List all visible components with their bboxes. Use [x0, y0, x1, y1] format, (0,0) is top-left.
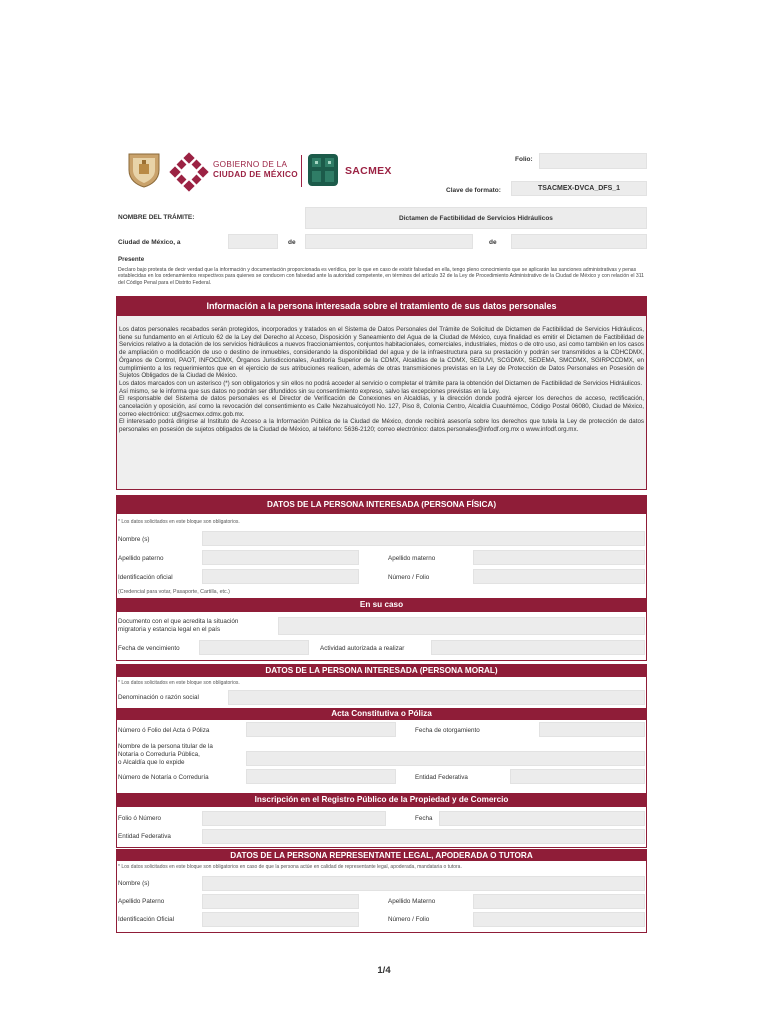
fisica-paterno-field[interactable] [202, 550, 359, 565]
representante-title: DATOS DE LA PERSONA REPRESENTANTE LEGAL, APODERADA O TUTORA [117, 850, 646, 861]
rep-materno-field[interactable] [473, 894, 645, 909]
vencimiento-label: Fecha de vencimiento [118, 645, 180, 652]
folio-acta-label: Número ó Folio del Acta ó Póliza [118, 727, 210, 734]
fecha-otorgamiento-label: Fecha de otorgamiento [415, 727, 480, 734]
numero-notaria-label: Número de Notaría o Correduría [118, 774, 209, 781]
fisica-note: * Los datos solicitados en este bloque son obligatorios. [118, 519, 240, 525]
entidad2-field[interactable] [202, 829, 645, 844]
declaracion-text: Declaro bajo protesta de decir verdad que la información y documentación proporcionada es verídica, por lo que en caso de existir falsedad en ella, tengo pleno conocimiento que se aplicarán las sanciones administrativas y penas establecidas en los ordenamientos respectivos para quienes se conducen con falsedad ante la autoridad competente, en términos del artículo 32 de la Ley de Procedimiento Administrativo de la Ciudad de México y con relación el 311 del Código Penal para el Distrito Federal. [118, 267, 645, 286]
rep-paterno-field[interactable] [202, 894, 359, 909]
gobierno-cdmx-logo [169, 152, 209, 192]
fisica-numero-label: Número / Folio [388, 574, 430, 581]
rep-identificacion-label: Identificación Oficial [118, 916, 174, 923]
fisica-identificacion-field[interactable] [202, 569, 359, 584]
moral-title: DATOS DE LA PERSONA INTERESADA (PERSONA MORAL) [117, 665, 646, 677]
folio-numero-field[interactable] [202, 811, 386, 826]
gobierno-line1: GOBIERNO DE LA [213, 160, 288, 169]
moral-note: * Los datos solicitados en este bloque son obligatorios. [118, 680, 240, 686]
privacy-p4: El responsable del Sistema de datos personales es el Director de Verificación de Conexiones en Alcaldías, y la dirección donde podrá ejercer los derechos de acceso, rectificación, cancelación y oposición, así como la revocación del consentimiento es Calle Nezahualcóyotl No. 127, Piso 8, Colonia Centro, Alcaldía Cuauhtémoc, Código Postal 06080, Ciudad de México, correo electrónico: ut@sacmex.cdmx.gob.mx. [119, 395, 644, 418]
fecha-label: Fecha [415, 815, 433, 822]
titular-field[interactable] [246, 751, 645, 766]
documento-line2: migratoria y estancia legal en el país [118, 626, 221, 633]
page-number: 1/4 [377, 965, 391, 976]
actividad-label: Actividad autorizada a realizar [320, 645, 405, 652]
anio-field[interactable] [511, 234, 647, 249]
privacy-title: Información a la persona interesada sobre el tratamiento de sus datos personales [117, 297, 646, 316]
denominacion-field[interactable] [228, 690, 645, 705]
fecha-otorgamiento-field[interactable] [539, 722, 645, 737]
rep-identificacion-field[interactable] [202, 912, 359, 927]
gobierno-logo-text [213, 160, 298, 180]
privacy-p5: El interesado podrá dirigirse al Instituto de Acceso a la Información Pública de la Ciudad de México, donde recibirá asesoría sobre los derechos que tutela la Ley de protección de datos personales en posesión de sujetos obligados de la Ciudad de México, al teléfono: 5636-2120; correo electrónico: datos.personales@infodf.org.mx o www.infodf.org.mx. [119, 418, 644, 434]
entidad-field[interactable] [510, 769, 645, 784]
folio-field[interactable] [539, 153, 647, 169]
cdmx-shield-logo [127, 152, 161, 188]
ciudad-label: Ciudad de México, a [118, 239, 181, 246]
denominacion-label: Denominación o razón social [118, 694, 199, 701]
representante-note: * Los datos solicitados en este bloque son obligatorios en caso de que la persona actúe en calidad de representante legal, apoderada, mandataria o tutora. [118, 864, 462, 870]
rep-numero-field[interactable] [473, 912, 645, 927]
tramite-field: Dictamen de Factibilidad de Servicios Hidráulicos [305, 207, 647, 229]
documento-label [118, 618, 238, 634]
folio-numero-label: Folio ó Número [118, 815, 162, 822]
vencimiento-field[interactable] [199, 640, 309, 655]
sacmex-wordmark: SACMEX [345, 165, 392, 177]
logo-divider [301, 155, 302, 187]
fisica-credencial-note: (Credencial para votar, Pasaporte, Cartilla, etc.) [118, 589, 230, 595]
dia-field[interactable] [228, 234, 278, 249]
titular-line3: o Alcaldía que lo expide [118, 759, 185, 766]
privacy-p1: Los datos personales recabados serán protegidos, incorporados y tratados en el Sistema de Datos Personales del Trámite de Solicitud de Dictamen de Factibilidad de Servicios Hidráulicos, tiene su fundamento en el Artículo 62 de la Ley del Derecho al Acceso, Disposición y Saneamiento del Agua de la Ciudad de México, cuya finalidad es emitir el Dictamen de Factibilidad de Servicios relativo a la dotación de los servicios hidráulicos a nuevos fraccionamientos, conjuntos habitacionales, comerciales, industriales, mixtos o de otro uso, así como también en los casos de ampliación o modificación de uso o destino de inmuebles, considerando la disponibilidad del agua y de la infraestructura para su prestación y podrán ser transmitidos a la CDHCDMX, Órganos de Control, PAOT, INFOCDMX, Órganos Jurisdiccionales, Auditoría Superior de la CDMX, Alcaldías de la CDMX, SEDUVI, SCGDMX, SEDEMA, SMCDMX, SGIRPCCDMX, en cumplimiento a los requerimientos que en el ejercicio de sus atribuciones realicen, además de otras transmisiones previstas en la Ley de Protección de Datos Personales en Posesión de Sujetos Obligados de la Ciudad de México. [119, 326, 644, 380]
privacy-p2: Los datos marcados con un asterisco (*) son obligatorios y sin ellos no podrá acceder al servicio o completar el trámite para la obtención del Dictamen de Factibilidad de Servicios Hidráulicos. [119, 379, 643, 387]
numero-notaria-field[interactable] [246, 769, 396, 784]
documento-field[interactable] [278, 617, 645, 635]
rep-nombre-label: Nombre (s) [118, 880, 150, 887]
clave-label: Clave de formato: [446, 187, 501, 194]
documento-line1: Documento con el que acredita la situación [118, 618, 239, 625]
fisica-materno-label: Apellido materno [388, 555, 436, 562]
registro-title: Inscripción en el Registro Público de la Propiedad y de Comercio [116, 793, 647, 807]
privacy-p3: Así mismo, se le informa que sus datos no podrán ser difundidos sin su consentimiento expreso, salvo las excepciones previstas en la Ley. [119, 387, 500, 395]
titular-label [118, 743, 213, 767]
fisica-nombre-field[interactable] [202, 531, 645, 546]
entidad2-label: Entidad Federativa [118, 833, 171, 840]
fecha-field[interactable] [439, 811, 645, 826]
privacy-section [116, 296, 647, 490]
mes-field[interactable] [305, 234, 473, 249]
rep-materno-label: Apellido Materno [388, 898, 436, 905]
fisica-numero-field[interactable] [473, 569, 645, 584]
folio-label: Folio: [515, 156, 533, 163]
de-label-2: de [489, 239, 497, 246]
gobierno-line2: CIUDAD DE MÉXICO [213, 170, 298, 179]
presente-label: Presente [118, 256, 145, 263]
sacmex-logo [307, 153, 339, 187]
rep-nombre-field[interactable] [202, 876, 645, 891]
entidad-label: Entidad Federativa [415, 774, 468, 781]
en-su-caso-title: En su caso [116, 598, 647, 612]
fisica-identificacion-label: Identificación oficial [118, 574, 173, 581]
fisica-paterno-label: Apellido paterno [118, 555, 164, 562]
fisica-nombre-label: Nombre (s) [118, 536, 150, 543]
rep-paterno-label: Apellido Paterno [118, 898, 165, 905]
titular-line2: Notaría o Correduría Pública, [118, 751, 200, 758]
fisica-materno-field[interactable] [473, 550, 645, 565]
actividad-field[interactable] [431, 640, 645, 655]
titular-line1: Nombre de la persona titular de la [118, 743, 213, 750]
fisica-title: DATOS DE LA PERSONA INTERESADA (PERSONA FÍSICA) [117, 496, 646, 514]
de-label-1: de [288, 239, 296, 246]
tramite-label: NOMBRE DEL TRÁMITE: [118, 214, 195, 221]
clave-field: TSACMEX-DVCA_DFS_1 [511, 181, 647, 196]
rep-numero-label: Número / Folio [388, 916, 430, 923]
folio-acta-field[interactable] [246, 722, 396, 737]
privacy-body [117, 316, 646, 434]
acta-title: Acta Constitutiva o Póliza [116, 708, 647, 720]
